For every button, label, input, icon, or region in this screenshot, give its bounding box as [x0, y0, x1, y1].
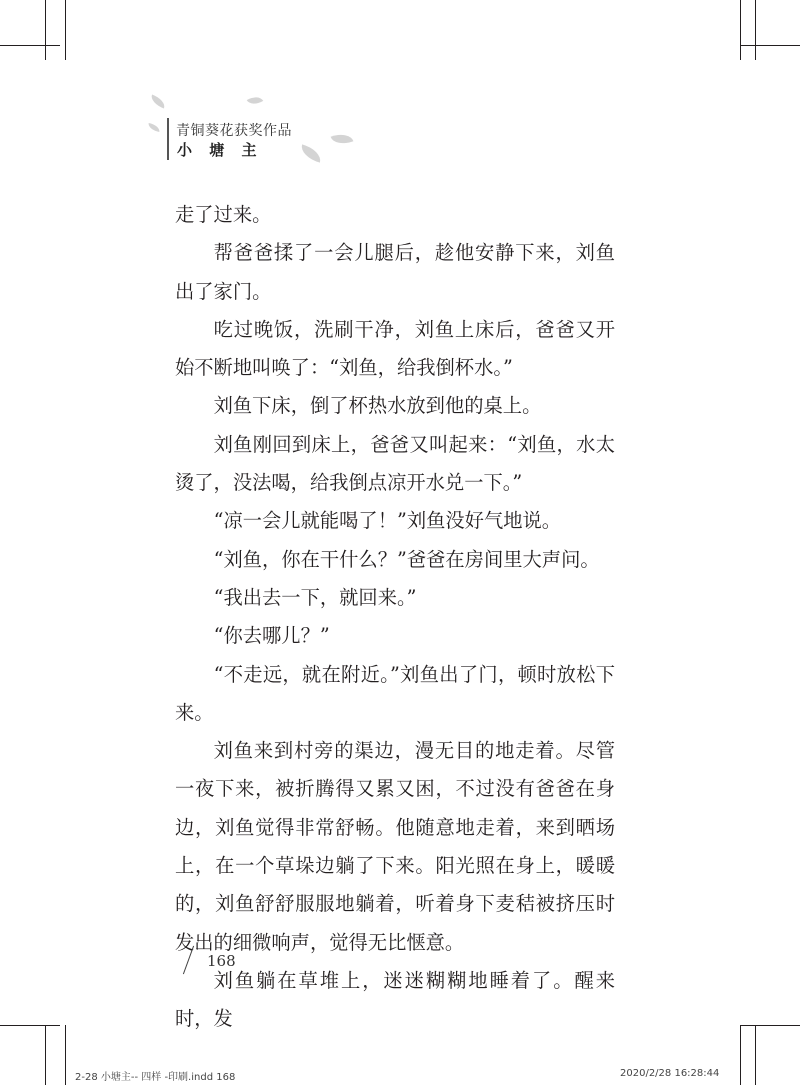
paragraph: “我出去一下，就回来。” — [213, 585, 417, 609]
leaf-decoration — [331, 130, 354, 148]
paragraph: “刘鱼，你在干什么？”爸爸在房间里大声问。 — [213, 547, 600, 571]
leaf-decoration — [149, 95, 167, 109]
book-title: 小 塘 主 — [177, 141, 263, 159]
leaf-decoration — [299, 144, 324, 162]
paragraph: 刘鱼来到村旁的渠边，漫无目的地走着。尽管一夜下来，被折腾得又累又困，不过没有爸爸在身边，刘鱼觉得非常舒畅。他随意地走着，来到晒场上，在一个草垛边躺了下来。阳光照在身上，暖暖的，刘鱼舒舒服服地躺着，听着身下麦秸被挤压时发出的细微响声，觉得无比惬意。 — [175, 739, 615, 954]
series-title: 青铜葵花获奖作品 — [176, 123, 292, 139]
paragraph: “凉一会儿就能喝了！”刘鱼没好气地说。 — [213, 509, 562, 533]
body-text — [175, 196, 615, 1039]
crop-mark — [65, 0, 66, 60]
header-rule — [167, 118, 169, 160]
paragraph: 帮爸爸揉了一会儿腿后，趁他安静下来，刘鱼出了家门。 — [175, 241, 615, 303]
crop-mark — [755, 1025, 756, 1085]
crop-mark — [45, 0, 46, 60]
crop-mark — [45, 1025, 46, 1085]
paragraph: “你去哪儿？” — [213, 624, 330, 648]
slug-timestamp: 2020/2/28 16:28:44 — [620, 1068, 720, 1079]
paragraph: 吃过晚饭，洗刷干净，刘鱼上床后，爸爸又开始不断地叫唤了：“刘鱼，给我倒杯水。” — [175, 317, 615, 380]
crop-mark — [0, 1025, 60, 1026]
crop-mark — [755, 0, 756, 60]
paragraph: 刘鱼下床，倒了杯热水放到他的桌上。 — [213, 394, 542, 418]
paragraph: 刘鱼刚回到床上，爸爸又叫起来：“刘鱼，水太烫了，没法喝，给我倒点凉开水兑一下。” — [175, 432, 615, 495]
leaf-decoration — [147, 123, 160, 132]
crop-mark — [740, 45, 800, 46]
crop-mark — [65, 1025, 66, 1085]
crop-mark — [0, 45, 60, 46]
crop-mark — [740, 1025, 741, 1085]
crop-mark — [740, 1025, 800, 1026]
slug-file-info: 2-28 小塘主-- 四样 -印刷.indd 168 — [75, 1072, 236, 1083]
leaf-decoration — [247, 93, 264, 108]
crop-mark — [740, 0, 741, 60]
page-number: 168 — [207, 952, 236, 970]
paragraph: “不走远，就在附近。”刘鱼出了门，顿时放松下来。 — [175, 662, 615, 724]
paragraph: 刘鱼躺在草堆上，迷迷糊糊地睡着了。醒来时，发 — [175, 968, 615, 1031]
paragraph: 走了过来。 — [175, 203, 272, 226]
